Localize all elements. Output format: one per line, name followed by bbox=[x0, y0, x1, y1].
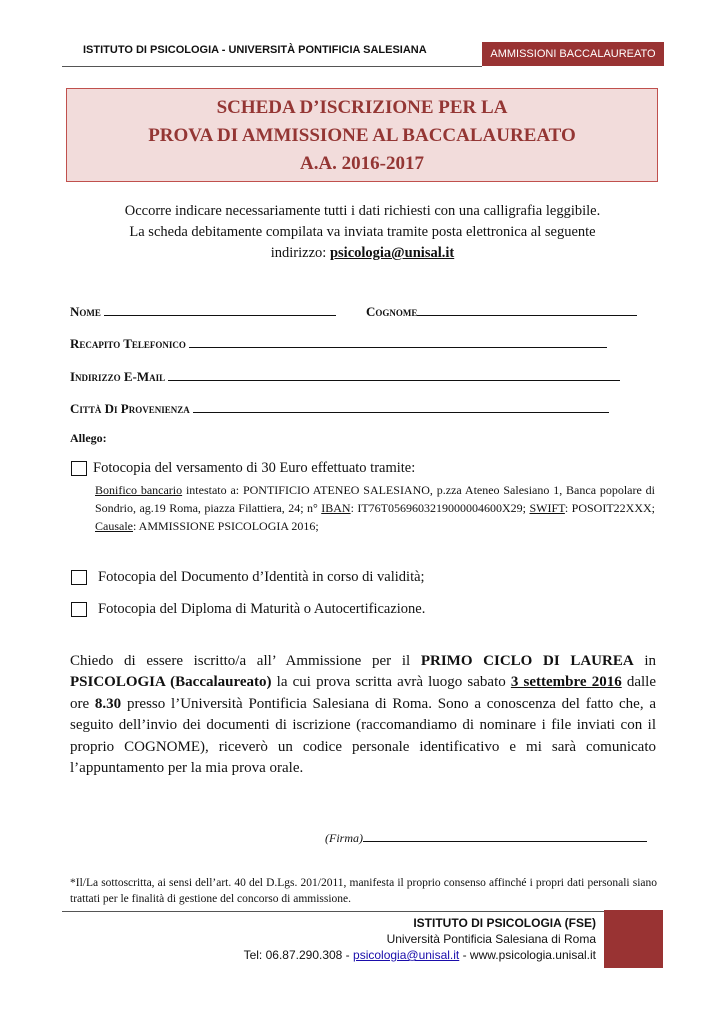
intro-line-1: Occorre indicare necessariamente tutti i dati richiesti con una calligrafia leggibile. bbox=[124, 203, 601, 219]
causale-label: Causale bbox=[95, 519, 133, 533]
bank-details: Bonifico bancario intestato a: PONTIFICIO ATENEO SALESIANO, p.zza Ateneo Salesiano 1, Banca popolare di Sondrio, ag.19 Roma, piazza Filattiera, 24; n° IBAN: IT76T0569603219000004600X29; SWIFT: POSOIT22XXX; Causale: AMMISSIONE PSICOLOGIA 2016; bbox=[95, 483, 655, 533]
nome-label: Nome bbox=[70, 304, 101, 319]
nome-line[interactable] bbox=[104, 303, 336, 316]
footer-contact bbox=[160, 915, 596, 963]
signature-label: (Firma) bbox=[325, 831, 363, 845]
footer-divider bbox=[62, 911, 604, 912]
title-line-3: A.A. 2016-2017 bbox=[299, 153, 425, 174]
header-institute: ISTITUTO DI PSICOLOGIA - UNIVERSITÀ PONTIFICIA SALESIANA bbox=[83, 44, 427, 56]
title-line-2: PROVA DI AMMISSIONE AL BACCALAUREATO bbox=[148, 125, 576, 146]
documento-checkbox[interactable] bbox=[71, 570, 87, 585]
intro-email-link[interactable]: psicologia@unisal.it bbox=[329, 245, 455, 261]
cognome-field[interactable] bbox=[366, 303, 637, 320]
header-divider bbox=[62, 66, 482, 67]
documento-label: Fotocopia del Documento d’Identità in corso di validità; bbox=[98, 569, 425, 585]
footer-email-link[interactable]: psicologia@unisal.it bbox=[353, 948, 460, 962]
bonifico-label: Bonifico bancario bbox=[95, 483, 183, 497]
footer-university: Università Pontificia Salesiana di Roma bbox=[386, 932, 596, 946]
allego-label: Allego: bbox=[70, 431, 107, 445]
footer-contacts-line: Tel: 06.87.290.308 - psicologia@unisal.it - www.psicologia.unisal.it bbox=[243, 948, 596, 962]
email-field[interactable] bbox=[70, 368, 620, 385]
swift-label: SWIFT bbox=[529, 501, 565, 515]
iban-label: IBAN bbox=[321, 501, 351, 515]
citta-label: Città Di Provenienza bbox=[70, 401, 190, 416]
citta-line[interactable] bbox=[193, 400, 609, 413]
intro-text bbox=[70, 201, 655, 264]
citta-field[interactable] bbox=[70, 400, 609, 417]
header-badge: AMMISSIONI BACCALAUREATO bbox=[482, 42, 664, 66]
privacy-footnote: *Il/La sottoscritta, ai sensi dell’art. 40 del D.Lgs. 201/2011, manifesta il proprio consenso affinché i propri dati personali siano trattati per le finalità di gestione del concorso di ammissione. bbox=[70, 877, 657, 905]
title-line-1: SCHEDA D’ISCRIZIONE PER LA bbox=[216, 97, 508, 118]
title-box bbox=[66, 88, 658, 182]
diploma-checkbox[interactable] bbox=[71, 602, 87, 617]
cognome-line[interactable] bbox=[417, 303, 637, 316]
versamento-checkbox[interactable] bbox=[71, 461, 87, 476]
email-label: Indirizzo E-Mail bbox=[70, 369, 166, 384]
footer-accent-block bbox=[604, 910, 663, 968]
intro-line-2: La scheda debitamente compilata va inviata tramite posta elettronica al seguente bbox=[129, 224, 596, 240]
email-line[interactable] bbox=[168, 368, 620, 381]
telefono-field[interactable] bbox=[70, 335, 607, 352]
telefono-line[interactable] bbox=[189, 335, 607, 348]
diploma-label: Fotocopia del Diploma di Maturità o Autocertificazione. bbox=[98, 601, 426, 617]
nome-field[interactable] bbox=[70, 303, 336, 320]
request-paragraph: Chiedo di essere iscritto/a all’ Ammissione per il PRIMO CICLO DI LAUREA in PSICOLOGIA (Baccalaureato) la cui prova scritta avrà luogo sabato 3 settembre 2016 dalle ore 8.30 presso l’Università Pontificia Salesiana di Roma. Sono a conoscenza del fatto che, a seguito dell’invio dei documenti di iscrizione (raccomandiamo di nominare i file inviati con il proprio COGNOME), riceverò un codice personale identificativo e mi sarà comunicato l’appuntamento per la mia prova orale. bbox=[70, 653, 657, 777]
cognome-label: Cognome bbox=[366, 304, 418, 319]
footer-website: - www.psicologia.unisal.it bbox=[459, 948, 596, 962]
footer-title: ISTITUTO DI PSICOLOGIA (FSE) bbox=[413, 916, 596, 930]
versamento-label: Fotocopia del versamento di 30 Euro effettuato tramite: bbox=[93, 460, 416, 476]
signature-field[interactable] bbox=[325, 829, 647, 846]
signature-line[interactable] bbox=[363, 829, 647, 842]
intro-line-3: indirizzo: psicologia@unisal.it bbox=[270, 245, 455, 261]
telefono-label: Recapito Telefonico bbox=[70, 336, 186, 351]
